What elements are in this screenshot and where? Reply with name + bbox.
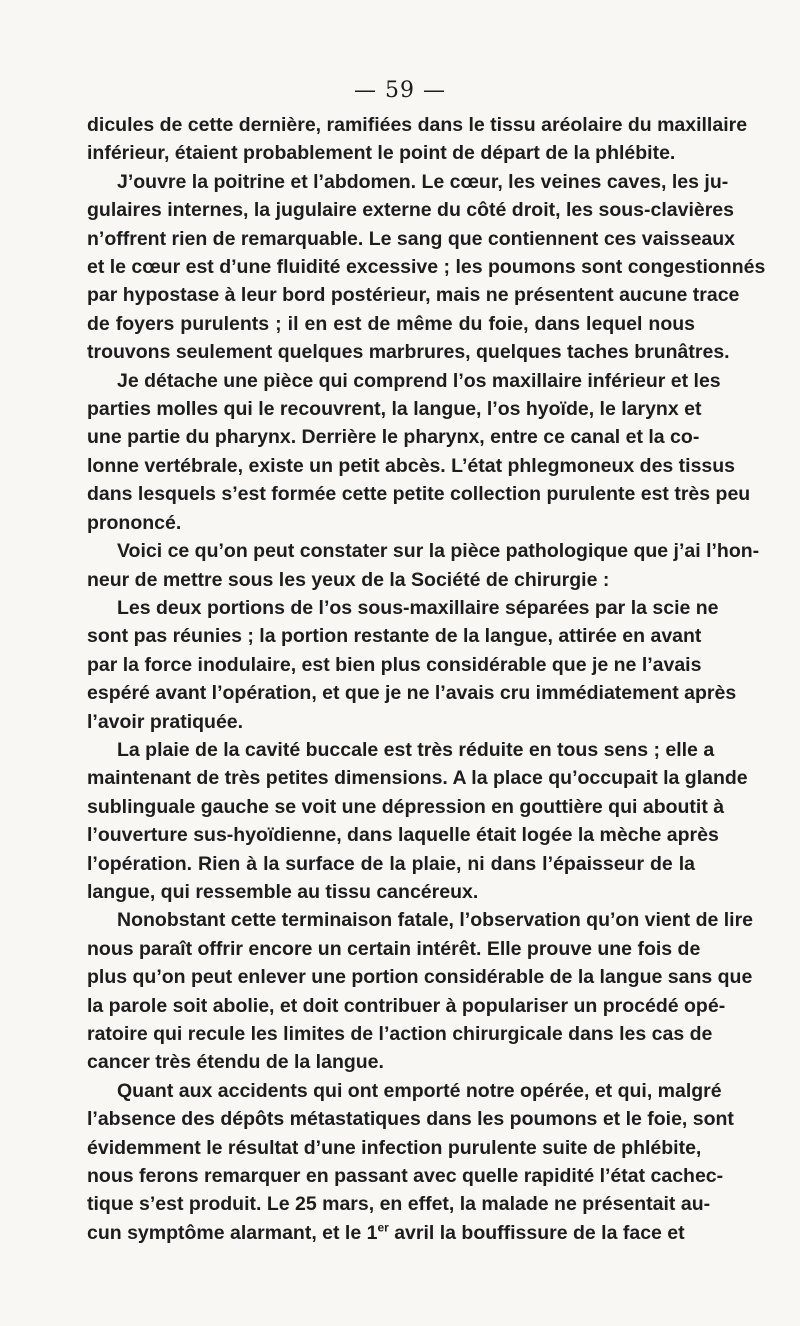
text-line: la parole soit abolie, et doit contribuer à populariser un procédé opé- [87, 994, 726, 1017]
body-text [87, 111, 766, 1247]
text-line: l’opération. Rien à la surface de la plaie, ni dans l’épaisseur de la [87, 852, 695, 875]
text-line: Les deux portions de l’os sous-maxillaire séparées par la scie ne [117, 596, 719, 619]
text-line: ratoire qui recule les limites de l’action chirurgicale dans les cas de [87, 1023, 713, 1045]
text-line: neur de mettre sous les yeux de la Société de chirurgie : [87, 568, 610, 591]
paragraph [87, 367, 751, 537]
text-line: et le cœur est d’une fluidité excessive ; les poumons sont congestionnés [87, 256, 766, 279]
paragraph [87, 1077, 734, 1247]
paragraph [87, 537, 760, 594]
text-line: l’absence des dépôts métastatiques dans les poumons et le foie, sont [87, 1108, 734, 1131]
text-line: de foyers purulents ; il en est de même du foie, dans lequel nous [87, 312, 695, 335]
text-line: espéré avant l’opération, et que je ne l’avais cru immédiatement après [87, 682, 737, 705]
text-line: évidemment le résultat d’une infection purulente suite de phlébite, [87, 1136, 702, 1159]
text-line: langue, qui ressemble au tissu cancéreux. [87, 880, 479, 903]
text-line: nous ferons remarquer en passant avec quelle rapidité l’état cachec- [87, 1165, 724, 1188]
text-line: par hypostase à leur bord postérieur, mais ne présentent aucune trace [87, 284, 740, 307]
text-line: une partie du pharynx. Derrière le pharynx, entre ce canal et la co- [87, 426, 700, 449]
text-line: parties molles qui le recouvrent, la langue, l’os hyoïde, le larynx et [87, 398, 702, 421]
text-line: l’ouverture sus-hyoïdienne, dans laquelle était logée la mèche après [87, 824, 719, 847]
text-line: par la force inodulaire, est bien plus considérable que je ne l’avais [87, 653, 702, 676]
text-line: lonne vertébrale, existe un petit abcès. L’état phlegmoneux des tissus [87, 454, 736, 477]
text-line: tique s’est produit. Le 25 mars, en effet, la malade ne présentait au- [87, 1193, 711, 1216]
text-line: La plaie de la cavité buccale est très réduite en tous sens ; elle a [117, 738, 715, 761]
text-line: cancer très étendu de la langue. [87, 1051, 384, 1074]
paragraph [87, 906, 754, 1076]
text-line: gulaires internes, la jugulaire externe du côté droit, les sous-clavières [87, 199, 734, 222]
text-line: prononcé. [87, 511, 182, 534]
text-line: sublinguale gauche se voit une dépression en gouttière qui aboutit à [87, 795, 725, 818]
paragraph [87, 168, 766, 367]
page-number: — 59 — [354, 78, 446, 103]
text-line: n’offrent rien de remarquable. Le sang que contiennent ces vaisseaux [87, 227, 736, 250]
paragraph [87, 736, 748, 906]
text-line: sont pas réunies ; la portion restante de la langue, attirée en avant [87, 625, 702, 648]
text-line: Nonobstant cette terminaison fatale, l’observation qu’on vient de lire [117, 909, 754, 932]
text-line: maintenant de très petites dimensions. A la place qu’occupait la glande [87, 767, 748, 790]
text-line: J’ouvre la poitrine et l’abdomen. Le cœur, les veines caves, les ju- [117, 170, 729, 193]
paragraph [87, 111, 748, 168]
text-line: dans lesquels s’est formée cette petite collection purulente est très peu [87, 483, 751, 506]
text-line: cun symptôme alarmant, et le 1er avril la bouffissure de la face et [87, 1220, 685, 1244]
text-line: nous paraît offrir encore un certain intérêt. Elle prouve une fois de [87, 937, 701, 960]
text-line: dicules de cette dernière, ramifiées dans le tissu aréolaire du maxillaire [87, 114, 748, 136]
text-line: trouvons seulement quelques marbrures, quelques taches brunâtres. [87, 341, 730, 364]
paragraph [87, 594, 737, 736]
text-line: l’avoir pratiquée. [87, 710, 244, 733]
text-line: Voici ce qu’on peut constater sur la pièce pathologique que j’ai l’hon- [117, 540, 760, 563]
text-line: Quant aux accidents qui ont emporté notre opérée, et qui, malgré [117, 1079, 722, 1102]
text-line: plus qu’on peut enlever une portion considérable de la langue sans que [87, 966, 753, 989]
text-line: inférieur, étaient probablement le point de départ de la phlébite. [87, 142, 676, 165]
text-line: Je détache une pièce qui comprend l’os maxillaire inférieur et les [117, 369, 721, 392]
